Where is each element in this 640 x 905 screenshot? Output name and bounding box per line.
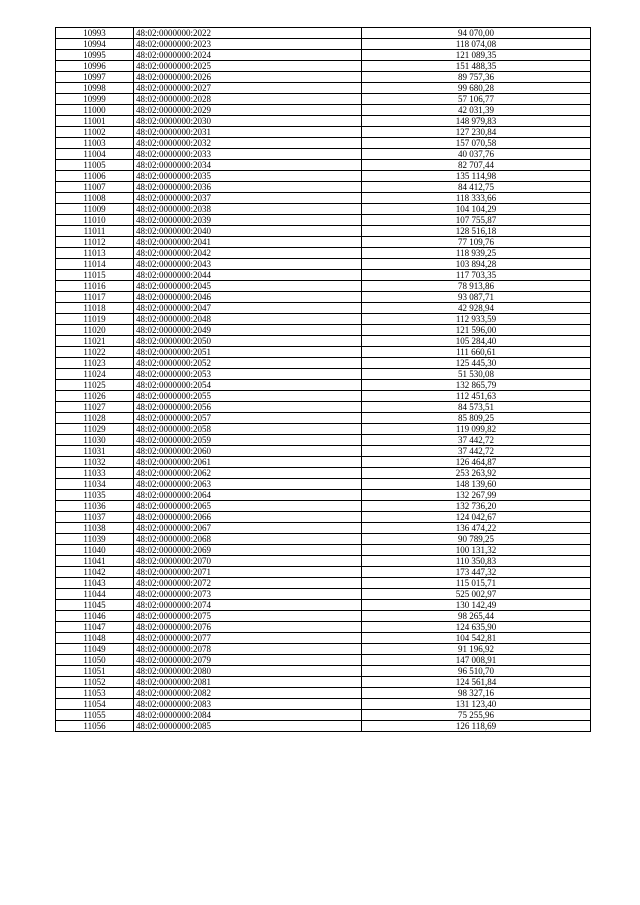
cadastral-number-cell: 48:02:0000000:2026 — [134, 72, 362, 83]
cadastral-number-cell: 48:02:0000000:2076 — [134, 622, 362, 633]
table-row — [56, 160, 591, 171]
table-row — [56, 721, 591, 732]
row-number-cell: 11022 — [56, 347, 134, 358]
table-row — [56, 248, 591, 259]
table-row — [56, 611, 591, 622]
cadastral-number-cell: 48:02:0000000:2040 — [134, 226, 362, 237]
table-row — [56, 116, 591, 127]
cadastral-value-cell: 103 894,28 — [362, 259, 591, 270]
row-number-cell: 11005 — [56, 160, 134, 171]
cadastral-number-cell: 48:02:0000000:2054 — [134, 380, 362, 391]
cadastral-value-cell: 75 255,96 — [362, 710, 591, 721]
row-number-cell: 11049 — [56, 644, 134, 655]
cadastral-value-cell: 37 442,72 — [362, 435, 591, 446]
table-row — [56, 457, 591, 468]
cadastral-number-cell: 48:02:0000000:2043 — [134, 259, 362, 270]
table-row — [56, 61, 591, 72]
cadastral-value-cell: 132 736,20 — [362, 501, 591, 512]
table-row — [56, 226, 591, 237]
cadastral-value-cell: 112 451,63 — [362, 391, 591, 402]
cadastral-number-cell: 48:02:0000000:2059 — [134, 435, 362, 446]
cadastral-value-cell: 112 933,59 — [362, 314, 591, 325]
row-number-cell: 11021 — [56, 336, 134, 347]
cadastral-number-cell: 48:02:0000000:2085 — [134, 721, 362, 732]
row-number-cell: 11042 — [56, 567, 134, 578]
cadastral-value-cell: 110 350,83 — [362, 556, 591, 567]
cadastral-number-cell: 48:02:0000000:2031 — [134, 127, 362, 138]
cadastral-number-cell: 48:02:0000000:2070 — [134, 556, 362, 567]
table-row — [56, 556, 591, 567]
row-number-cell: 11034 — [56, 479, 134, 490]
cadastral-value-cell: 118 333,66 — [362, 193, 591, 204]
cadastral-value-cell: 157 070,58 — [362, 138, 591, 149]
cadastral-number-cell: 48:02:0000000:2046 — [134, 292, 362, 303]
cadastral-value-cell: 118 939,25 — [362, 248, 591, 259]
cadastral-number-cell: 48:02:0000000:2078 — [134, 644, 362, 655]
cadastral-value-cell: 42 928,94 — [362, 303, 591, 314]
cadastral-number-cell: 48:02:0000000:2063 — [134, 479, 362, 490]
cadastral-value-cell: 57 106,77 — [362, 94, 591, 105]
cadastral-number-cell: 48:02:0000000:2084 — [134, 710, 362, 721]
cadastral-number-cell: 48:02:0000000:2044 — [134, 270, 362, 281]
cadastral-number-cell: 48:02:0000000:2060 — [134, 446, 362, 457]
table-row — [56, 655, 591, 666]
cadastral-value-cell: 151 488,35 — [362, 61, 591, 72]
table-body — [56, 28, 591, 732]
table-row — [56, 259, 591, 270]
cadastral-value-cell: 94 070,00 — [362, 28, 591, 39]
table-row — [56, 600, 591, 611]
cadastral-number-cell: 48:02:0000000:2039 — [134, 215, 362, 226]
cadastral-value-cell: 525 002,97 — [362, 589, 591, 600]
cadastral-value-cell: 82 707,44 — [362, 160, 591, 171]
cadastral-value-cell: 98 327,16 — [362, 688, 591, 699]
row-number-cell: 11055 — [56, 710, 134, 721]
cadastral-value-cell: 93 087,71 — [362, 292, 591, 303]
row-number-cell: 11041 — [56, 556, 134, 567]
cadastral-value-cell: 117 703,35 — [362, 270, 591, 281]
cadastral-value-cell: 147 008,91 — [362, 655, 591, 666]
row-number-cell: 11000 — [56, 105, 134, 116]
table-row — [56, 127, 591, 138]
row-number-cell: 11015 — [56, 270, 134, 281]
row-number-cell: 11051 — [56, 666, 134, 677]
row-number-cell: 11048 — [56, 633, 134, 644]
cadastral-value-cell: 51 530,08 — [362, 369, 591, 380]
cadastral-number-cell: 48:02:0000000:2051 — [134, 347, 362, 358]
table-row — [56, 369, 591, 380]
row-number-cell: 11040 — [56, 545, 134, 556]
cadastral-value-cell: 124 042,67 — [362, 512, 591, 523]
row-number-cell: 11028 — [56, 413, 134, 424]
cadastral-number-cell: 48:02:0000000:2034 — [134, 160, 362, 171]
cadastral-number-cell: 48:02:0000000:2079 — [134, 655, 362, 666]
row-number-cell: 11050 — [56, 655, 134, 666]
table-row — [56, 710, 591, 721]
row-number-cell: 10994 — [56, 39, 134, 50]
row-number-cell: 11052 — [56, 677, 134, 688]
row-number-cell: 10996 — [56, 61, 134, 72]
cadastral-number-cell: 48:02:0000000:2080 — [134, 666, 362, 677]
row-number-cell: 10997 — [56, 72, 134, 83]
table-row — [56, 94, 591, 105]
cadastral-number-cell: 48:02:0000000:2062 — [134, 468, 362, 479]
cadastral-number-cell: 48:02:0000000:2073 — [134, 589, 362, 600]
cadastral-value-cell: 126 464,87 — [362, 457, 591, 468]
table-row — [56, 523, 591, 534]
cadastral-number-cell: 48:02:0000000:2037 — [134, 193, 362, 204]
table-row — [56, 171, 591, 182]
cadastral-value-cell: 104 104,29 — [362, 204, 591, 215]
cadastral-number-cell: 48:02:0000000:2067 — [134, 523, 362, 534]
cadastral-number-cell: 48:02:0000000:2083 — [134, 699, 362, 710]
row-number-cell: 11045 — [56, 600, 134, 611]
cadastral-number-cell: 48:02:0000000:2074 — [134, 600, 362, 611]
cadastral-value-cell: 37 442,72 — [362, 446, 591, 457]
cadastral-number-cell: 48:02:0000000:2057 — [134, 413, 362, 424]
row-number-cell: 11006 — [56, 171, 134, 182]
table-row — [56, 589, 591, 600]
row-number-cell: 11053 — [56, 688, 134, 699]
table-row — [56, 534, 591, 545]
row-number-cell: 11007 — [56, 182, 134, 193]
table-row — [56, 666, 591, 677]
cadastral-number-cell: 48:02:0000000:2065 — [134, 501, 362, 512]
row-number-cell: 11012 — [56, 237, 134, 248]
table-row — [56, 490, 591, 501]
table-row — [56, 237, 591, 248]
row-number-cell: 11047 — [56, 622, 134, 633]
cadastral-value-cell: 105 284,40 — [362, 336, 591, 347]
row-number-cell: 11035 — [56, 490, 134, 501]
row-number-cell: 11038 — [56, 523, 134, 534]
cadastral-number-cell: 48:02:0000000:2041 — [134, 237, 362, 248]
cadastral-value-cell: 124 561,84 — [362, 677, 591, 688]
cadastral-number-cell: 48:02:0000000:2038 — [134, 204, 362, 215]
cadastral-number-cell: 48:02:0000000:2048 — [134, 314, 362, 325]
cadastral-value-cell: 107 755,87 — [362, 215, 591, 226]
table-row — [56, 391, 591, 402]
cadastral-value-cell: 125 445,30 — [362, 358, 591, 369]
row-number-cell: 11020 — [56, 325, 134, 336]
row-number-cell: 11056 — [56, 721, 134, 732]
cadastral-number-cell: 48:02:0000000:2072 — [134, 578, 362, 589]
cadastral-number-cell: 48:02:0000000:2035 — [134, 171, 362, 182]
table-row — [56, 699, 591, 710]
table-row — [56, 204, 591, 215]
row-number-cell: 11019 — [56, 314, 134, 325]
cadastral-value-cell: 127 230,84 — [362, 127, 591, 138]
cadastral-value-cell: 99 680,28 — [362, 83, 591, 94]
table-row — [56, 402, 591, 413]
cadastral-number-cell: 48:02:0000000:2042 — [134, 248, 362, 259]
table-row — [56, 347, 591, 358]
cadastral-value-cell: 148 979,83 — [362, 116, 591, 127]
cadastral-number-cell: 48:02:0000000:2036 — [134, 182, 362, 193]
cadastral-number-cell: 48:02:0000000:2022 — [134, 28, 362, 39]
cadastral-value-cell: 84 573,51 — [362, 402, 591, 413]
cadastral-value-cell: 96 510,70 — [362, 666, 591, 677]
table-row — [56, 633, 591, 644]
row-number-cell: 11011 — [56, 226, 134, 237]
row-number-cell: 11026 — [56, 391, 134, 402]
table-row — [56, 424, 591, 435]
row-number-cell: 11037 — [56, 512, 134, 523]
cadastral-number-cell: 48:02:0000000:2082 — [134, 688, 362, 699]
cadastral-value-cell: 78 913,86 — [362, 281, 591, 292]
row-number-cell: 11001 — [56, 116, 134, 127]
table-row — [56, 578, 591, 589]
table-row — [56, 28, 591, 39]
table-row — [56, 380, 591, 391]
cadastral-value-cell: 84 412,75 — [362, 182, 591, 193]
table-row — [56, 325, 591, 336]
table-row — [56, 622, 591, 633]
cadastral-number-cell: 48:02:0000000:2033 — [134, 149, 362, 160]
table-row — [56, 281, 591, 292]
row-number-cell: 11032 — [56, 457, 134, 468]
cadastral-value-cell: 148 139,60 — [362, 479, 591, 490]
table-row — [56, 83, 591, 94]
row-number-cell: 11030 — [56, 435, 134, 446]
cadastral-number-cell: 48:02:0000000:2053 — [134, 369, 362, 380]
row-number-cell: 11018 — [56, 303, 134, 314]
cadastral-value-cell: 42 031,39 — [362, 105, 591, 116]
cadastral-number-cell: 48:02:0000000:2032 — [134, 138, 362, 149]
table-row — [56, 314, 591, 325]
table-row — [56, 677, 591, 688]
cadastral-value-cell: 132 267,99 — [362, 490, 591, 501]
table-row — [56, 270, 591, 281]
row-number-cell: 11025 — [56, 380, 134, 391]
table-row — [56, 138, 591, 149]
cadastral-value-cell: 98 265,44 — [362, 611, 591, 622]
row-number-cell: 11009 — [56, 204, 134, 215]
cadastral-number-cell: 48:02:0000000:2066 — [134, 512, 362, 523]
table-row — [56, 644, 591, 655]
table-row — [56, 446, 591, 457]
cadastral-value-cell: 253 263,92 — [362, 468, 591, 479]
table-row — [56, 303, 591, 314]
cadastral-number-cell: 48:02:0000000:2029 — [134, 105, 362, 116]
table-row — [56, 468, 591, 479]
row-number-cell: 10995 — [56, 50, 134, 61]
cadastral-value-cell: 119 099,82 — [362, 424, 591, 435]
cadastral-value-cell: 135 114,98 — [362, 171, 591, 182]
row-number-cell: 11010 — [56, 215, 134, 226]
row-number-cell: 11014 — [56, 259, 134, 270]
row-number-cell: 11046 — [56, 611, 134, 622]
table-row — [56, 435, 591, 446]
cadastral-number-cell: 48:02:0000000:2027 — [134, 83, 362, 94]
cadastral-value-cell: 77 109,76 — [362, 237, 591, 248]
cadastral-number-cell: 48:02:0000000:2028 — [134, 94, 362, 105]
cadastral-value-cell: 132 865,79 — [362, 380, 591, 391]
row-number-cell: 11013 — [56, 248, 134, 259]
row-number-cell: 10993 — [56, 28, 134, 39]
cadastral-number-cell: 48:02:0000000:2056 — [134, 402, 362, 413]
cadastral-number-cell: 48:02:0000000:2050 — [134, 336, 362, 347]
row-number-cell: 11029 — [56, 424, 134, 435]
table-row — [56, 688, 591, 699]
cadastral-number-cell: 48:02:0000000:2069 — [134, 545, 362, 556]
row-number-cell: 11017 — [56, 292, 134, 303]
row-number-cell: 11008 — [56, 193, 134, 204]
cadastral-value-table — [55, 27, 591, 732]
cadastral-value-cell: 128 516,18 — [362, 226, 591, 237]
table-row — [56, 193, 591, 204]
cadastral-number-cell: 48:02:0000000:2052 — [134, 358, 362, 369]
cadastral-value-cell: 126 118,69 — [362, 721, 591, 732]
cadastral-value-cell: 40 037,76 — [362, 149, 591, 160]
cadastral-value-cell: 100 131,32 — [362, 545, 591, 556]
cadastral-value-cell: 91 196,92 — [362, 644, 591, 655]
row-number-cell: 11027 — [56, 402, 134, 413]
cadastral-number-cell: 48:02:0000000:2047 — [134, 303, 362, 314]
cadastral-value-cell: 111 660,61 — [362, 347, 591, 358]
row-number-cell: 11043 — [56, 578, 134, 589]
table-row — [56, 501, 591, 512]
table-row — [56, 105, 591, 116]
row-number-cell: 11016 — [56, 281, 134, 292]
cadastral-number-cell: 48:02:0000000:2055 — [134, 391, 362, 402]
table-row — [56, 149, 591, 160]
cadastral-number-cell: 48:02:0000000:2023 — [134, 39, 362, 50]
row-number-cell: 11023 — [56, 358, 134, 369]
cadastral-value-cell: 130 142,49 — [362, 600, 591, 611]
table-row — [56, 336, 591, 347]
table-row — [56, 545, 591, 556]
table-row — [56, 215, 591, 226]
row-number-cell: 11054 — [56, 699, 134, 710]
cadastral-number-cell: 48:02:0000000:2049 — [134, 325, 362, 336]
cadastral-value-cell: 104 542,81 — [362, 633, 591, 644]
cadastral-number-cell: 48:02:0000000:2030 — [134, 116, 362, 127]
cadastral-value-cell: 121 089,35 — [362, 50, 591, 61]
cadastral-value-cell: 115 015,71 — [362, 578, 591, 589]
cadastral-number-cell: 48:02:0000000:2045 — [134, 281, 362, 292]
row-number-cell: 10999 — [56, 94, 134, 105]
table-row — [56, 512, 591, 523]
row-number-cell: 11036 — [56, 501, 134, 512]
row-number-cell: 11002 — [56, 127, 134, 138]
cadastral-value-cell: 173 447,32 — [362, 567, 591, 578]
cadastral-number-cell: 48:02:0000000:2075 — [134, 611, 362, 622]
row-number-cell: 11004 — [56, 149, 134, 160]
row-number-cell: 11003 — [56, 138, 134, 149]
row-number-cell: 11031 — [56, 446, 134, 457]
table-row — [56, 72, 591, 83]
cadastral-value-cell: 136 474,22 — [362, 523, 591, 534]
table-row — [56, 358, 591, 369]
cadastral-number-cell: 48:02:0000000:2071 — [134, 567, 362, 578]
row-number-cell: 11024 — [56, 369, 134, 380]
row-number-cell: 10998 — [56, 83, 134, 94]
table-row — [56, 50, 591, 61]
cadastral-value-cell: 89 757,36 — [362, 72, 591, 83]
cadastral-number-cell: 48:02:0000000:2024 — [134, 50, 362, 61]
table-row — [56, 292, 591, 303]
row-number-cell: 11033 — [56, 468, 134, 479]
cadastral-value-cell: 121 596,00 — [362, 325, 591, 336]
cadastral-number-cell: 48:02:0000000:2081 — [134, 677, 362, 688]
cadastral-number-cell: 48:02:0000000:2068 — [134, 534, 362, 545]
table-row — [56, 39, 591, 50]
table-row — [56, 413, 591, 424]
table-row — [56, 567, 591, 578]
cadastral-value-cell: 131 123,40 — [362, 699, 591, 710]
cadastral-number-cell: 48:02:0000000:2077 — [134, 633, 362, 644]
row-number-cell: 11039 — [56, 534, 134, 545]
table-row — [56, 182, 591, 193]
row-number-cell: 11044 — [56, 589, 134, 600]
cadastral-value-cell: 85 809,25 — [362, 413, 591, 424]
cadastral-number-cell: 48:02:0000000:2025 — [134, 61, 362, 72]
cadastral-number-cell: 48:02:0000000:2058 — [134, 424, 362, 435]
cadastral-value-cell: 118 074,08 — [362, 39, 591, 50]
cadastral-number-cell: 48:02:0000000:2064 — [134, 490, 362, 501]
table-row — [56, 479, 591, 490]
cadastral-number-cell: 48:02:0000000:2061 — [134, 457, 362, 468]
cadastral-value-cell: 124 635,90 — [362, 622, 591, 633]
cadastral-value-cell: 90 789,25 — [362, 534, 591, 545]
